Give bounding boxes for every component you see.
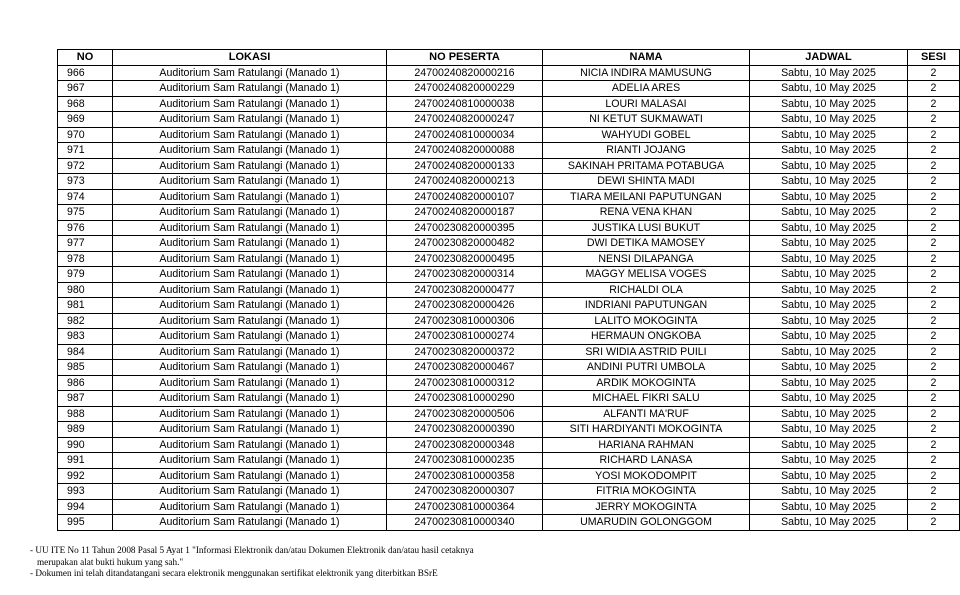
cell-no: 966	[58, 65, 113, 81]
cell-nama: LALITO MOKOGINTA	[543, 313, 750, 329]
cell-sesi: 2	[908, 81, 960, 97]
cell-nama: SAKINAH PRITAMA POTABUGA	[543, 158, 750, 174]
cell-no-peserta: 24700230820000348	[387, 437, 543, 453]
cell-sesi: 2	[908, 65, 960, 81]
cell-lokasi: Auditorium Sam Ratulangi (Manado 1)	[113, 282, 387, 298]
cell-jadwal: Sabtu, 10 May 2025	[750, 422, 908, 438]
cell-jadwal: Sabtu, 10 May 2025	[750, 468, 908, 484]
cell-jadwal: Sabtu, 10 May 2025	[750, 375, 908, 391]
table-row	[58, 251, 960, 267]
cell-no-peserta: 24700230820000395	[387, 220, 543, 236]
cell-no-peserta: 24700240820000107	[387, 189, 543, 205]
table-row	[58, 515, 960, 531]
cell-sesi: 2	[908, 313, 960, 329]
cell-no: 967	[58, 81, 113, 97]
cell-jadwal: Sabtu, 10 May 2025	[750, 251, 908, 267]
table-row	[58, 143, 960, 159]
cell-no-peserta: 24700240820000247	[387, 112, 543, 128]
cell-jadwal: Sabtu, 10 May 2025	[750, 220, 908, 236]
cell-sesi: 2	[908, 329, 960, 345]
table-header-row	[58, 50, 960, 66]
cell-lokasi: Auditorium Sam Ratulangi (Manado 1)	[113, 313, 387, 329]
cell-nama: NI KETUT SUKMAWATI	[543, 112, 750, 128]
cell-nama: WAHYUDI GOBEL	[543, 127, 750, 143]
cell-no: 989	[58, 422, 113, 438]
cell-jadwal: Sabtu, 10 May 2025	[750, 174, 908, 190]
cell-no-peserta: 24700230820000307	[387, 484, 543, 500]
cell-jadwal: Sabtu, 10 May 2025	[750, 205, 908, 221]
cell-jadwal: Sabtu, 10 May 2025	[750, 360, 908, 376]
cell-nama: MICHAEL FIKRI SALU	[543, 391, 750, 407]
table-row	[58, 329, 960, 345]
cell-lokasi: Auditorium Sam Ratulangi (Manado 1)	[113, 437, 387, 453]
cell-jadwal: Sabtu, 10 May 2025	[750, 127, 908, 143]
cell-sesi: 2	[908, 174, 960, 190]
table-body	[58, 65, 960, 530]
cell-sesi: 2	[908, 236, 960, 252]
legal-footer	[30, 545, 730, 580]
cell-lokasi: Auditorium Sam Ratulangi (Manado 1)	[113, 81, 387, 97]
cell-sesi: 2	[908, 251, 960, 267]
table-row	[58, 267, 960, 283]
cell-no: 988	[58, 406, 113, 422]
cell-lokasi: Auditorium Sam Ratulangi (Manado 1)	[113, 406, 387, 422]
cell-no-peserta: 24700230810000312	[387, 375, 543, 391]
cell-no: 981	[58, 298, 113, 314]
cell-no-peserta: 24700240810000034	[387, 127, 543, 143]
table-row	[58, 81, 960, 97]
cell-no-peserta: 24700230810000340	[387, 515, 543, 531]
cell-no-peserta: 24700230820000314	[387, 267, 543, 283]
cell-nama: NENSI DILAPANGA	[543, 251, 750, 267]
cell-no-peserta: 24700240820000213	[387, 174, 543, 190]
cell-jadwal: Sabtu, 10 May 2025	[750, 329, 908, 345]
cell-sesi: 2	[908, 468, 960, 484]
cell-jadwal: Sabtu, 10 May 2025	[750, 453, 908, 469]
cell-no: 986	[58, 375, 113, 391]
cell-no: 972	[58, 158, 113, 174]
cell-lokasi: Auditorium Sam Ratulangi (Manado 1)	[113, 236, 387, 252]
cell-nama: LOURI MALASAI	[543, 96, 750, 112]
cell-nama: RICHALDI OLA	[543, 282, 750, 298]
cell-lokasi: Auditorium Sam Ratulangi (Manado 1)	[113, 298, 387, 314]
cell-no: 980	[58, 282, 113, 298]
cell-jadwal: Sabtu, 10 May 2025	[750, 298, 908, 314]
cell-sesi: 2	[908, 205, 960, 221]
table-row	[58, 158, 960, 174]
cell-sesi: 2	[908, 267, 960, 283]
cell-no: 973	[58, 174, 113, 190]
cell-lokasi: Auditorium Sam Ratulangi (Manado 1)	[113, 112, 387, 128]
cell-jadwal: Sabtu, 10 May 2025	[750, 484, 908, 500]
table-row	[58, 468, 960, 484]
table-row	[58, 112, 960, 128]
cell-sesi: 2	[908, 499, 960, 515]
cell-lokasi: Auditorium Sam Ratulangi (Manado 1)	[113, 127, 387, 143]
cell-nama: HARIANA RAHMAN	[543, 437, 750, 453]
cell-sesi: 2	[908, 96, 960, 112]
header-lokasi: LOKASI	[113, 50, 387, 66]
table-row	[58, 499, 960, 515]
cell-nama: HERMAUN ONGKOBA	[543, 329, 750, 345]
cell-jadwal: Sabtu, 10 May 2025	[750, 96, 908, 112]
cell-jadwal: Sabtu, 10 May 2025	[750, 391, 908, 407]
cell-nama: JUSTIKA LUSI BUKUT	[543, 220, 750, 236]
cell-lokasi: Auditorium Sam Ratulangi (Manado 1)	[113, 205, 387, 221]
cell-lokasi: Auditorium Sam Ratulangi (Manado 1)	[113, 251, 387, 267]
cell-no-peserta: 24700240820000088	[387, 143, 543, 159]
table-row	[58, 174, 960, 190]
cell-jadwal: Sabtu, 10 May 2025	[750, 65, 908, 81]
cell-lokasi: Auditorium Sam Ratulangi (Manado 1)	[113, 158, 387, 174]
table-row	[58, 205, 960, 221]
cell-nama: RICHARD LANASA	[543, 453, 750, 469]
cell-no-peserta: 24700230820000506	[387, 406, 543, 422]
table-row	[58, 484, 960, 500]
cell-sesi: 2	[908, 344, 960, 360]
cell-jadwal: Sabtu, 10 May 2025	[750, 282, 908, 298]
cell-nama: DEWI SHINTA MADI	[543, 174, 750, 190]
table-row	[58, 189, 960, 205]
cell-no-peserta: 24700230810000364	[387, 499, 543, 515]
footer-line-ite-law-continued: merupakan alat bukti hukum yang sah."	[37, 556, 184, 567]
cell-jadwal: Sabtu, 10 May 2025	[750, 406, 908, 422]
cell-sesi: 2	[908, 453, 960, 469]
table-row	[58, 391, 960, 407]
cell-jadwal: Sabtu, 10 May 2025	[750, 499, 908, 515]
cell-nama: INDRIANI PAPUTUNGAN	[543, 298, 750, 314]
cell-jadwal: Sabtu, 10 May 2025	[750, 267, 908, 283]
cell-lokasi: Auditorium Sam Ratulangi (Manado 1)	[113, 220, 387, 236]
cell-nama: FITRIA MOKOGINTA	[543, 484, 750, 500]
cell-nama: SITI HARDIYANTI MOKOGINTA	[543, 422, 750, 438]
cell-jadwal: Sabtu, 10 May 2025	[750, 344, 908, 360]
cell-no: 990	[58, 437, 113, 453]
cell-nama: NICIA INDIRA MAMUSUNG	[543, 65, 750, 81]
cell-nama: ARDIK MOKOGINTA	[543, 375, 750, 391]
cell-sesi: 2	[908, 422, 960, 438]
cell-no-peserta: 24700230820000372	[387, 344, 543, 360]
cell-lokasi: Auditorium Sam Ratulangi (Manado 1)	[113, 65, 387, 81]
cell-no: 977	[58, 236, 113, 252]
cell-lokasi: Auditorium Sam Ratulangi (Manado 1)	[113, 174, 387, 190]
cell-lokasi: Auditorium Sam Ratulangi (Manado 1)	[113, 499, 387, 515]
cell-no-peserta: 24700230820000390	[387, 422, 543, 438]
cell-nama: RENA VENA KHAN	[543, 205, 750, 221]
header-nama: NAMA	[543, 50, 750, 66]
cell-lokasi: Auditorium Sam Ratulangi (Manado 1)	[113, 267, 387, 283]
cell-sesi: 2	[908, 484, 960, 500]
cell-lokasi: Auditorium Sam Ratulangi (Manado 1)	[113, 453, 387, 469]
cell-sesi: 2	[908, 298, 960, 314]
cell-sesi: 2	[908, 127, 960, 143]
cell-no: 974	[58, 189, 113, 205]
cell-no: 969	[58, 112, 113, 128]
cell-lokasi: Auditorium Sam Ratulangi (Manado 1)	[113, 96, 387, 112]
table-row	[58, 344, 960, 360]
header-no-peserta: NO PESERTA	[387, 50, 543, 66]
cell-no: 995	[58, 515, 113, 531]
cell-no: 994	[58, 499, 113, 515]
table-row	[58, 96, 960, 112]
cell-sesi: 2	[908, 189, 960, 205]
cell-jadwal: Sabtu, 10 May 2025	[750, 313, 908, 329]
cell-jadwal: Sabtu, 10 May 2025	[750, 515, 908, 531]
table-row	[58, 375, 960, 391]
table-row	[58, 313, 960, 329]
cell-lokasi: Auditorium Sam Ratulangi (Manado 1)	[113, 143, 387, 159]
cell-no-peserta: 24700240820000216	[387, 65, 543, 81]
cell-no: 971	[58, 143, 113, 159]
cell-sesi: 2	[908, 282, 960, 298]
cell-no: 992	[58, 468, 113, 484]
cell-lokasi: Auditorium Sam Ratulangi (Manado 1)	[113, 468, 387, 484]
footer-line-ite-law: - UU ITE No 11 Tahun 2008 Pasal 5 Ayat 1 "Informasi Elektronik dan/atau Dokumen Elektronik dan/atau hasil cetaknya	[30, 545, 474, 555]
table-row	[58, 127, 960, 143]
cell-no: 987	[58, 391, 113, 407]
cell-sesi: 2	[908, 360, 960, 376]
cell-no-peserta: 24700230810000358	[387, 468, 543, 484]
cell-lokasi: Auditorium Sam Ratulangi (Manado 1)	[113, 422, 387, 438]
cell-nama: UMARUDIN GOLONGGOM	[543, 515, 750, 531]
cell-sesi: 2	[908, 220, 960, 236]
cell-sesi: 2	[908, 391, 960, 407]
cell-no-peserta: 24700230820000477	[387, 282, 543, 298]
cell-jadwal: Sabtu, 10 May 2025	[750, 437, 908, 453]
cell-jadwal: Sabtu, 10 May 2025	[750, 81, 908, 97]
cell-nama: YOSI MOKODOMPIT	[543, 468, 750, 484]
cell-nama: TIARA MEILANI PAPUTUNGAN	[543, 189, 750, 205]
table-row	[58, 422, 960, 438]
cell-jadwal: Sabtu, 10 May 2025	[750, 189, 908, 205]
table-row	[58, 65, 960, 81]
table-row	[58, 282, 960, 298]
cell-no-peserta: 24700240820000187	[387, 205, 543, 221]
cell-jadwal: Sabtu, 10 May 2025	[750, 236, 908, 252]
cell-lokasi: Auditorium Sam Ratulangi (Manado 1)	[113, 484, 387, 500]
cell-sesi: 2	[908, 143, 960, 159]
cell-nama: ALFANTI MA'RUF	[543, 406, 750, 422]
cell-no: 985	[58, 360, 113, 376]
table-row	[58, 220, 960, 236]
cell-no: 983	[58, 329, 113, 345]
participant-table	[57, 49, 960, 531]
header-jadwal: JADWAL	[750, 50, 908, 66]
table-row	[58, 453, 960, 469]
cell-no: 970	[58, 127, 113, 143]
cell-nama: ADELIA ARES	[543, 81, 750, 97]
cell-no-peserta: 24700230820000426	[387, 298, 543, 314]
cell-no-peserta: 24700230820000495	[387, 251, 543, 267]
cell-sesi: 2	[908, 437, 960, 453]
cell-nama: JERRY MOKOGINTA	[543, 499, 750, 515]
table-row	[58, 360, 960, 376]
cell-nama: MAGGY MELISA VOGES	[543, 267, 750, 283]
cell-no-peserta: 24700240820000133	[387, 158, 543, 174]
table-row	[58, 437, 960, 453]
cell-lokasi: Auditorium Sam Ratulangi (Manado 1)	[113, 329, 387, 345]
cell-no: 975	[58, 205, 113, 221]
cell-lokasi: Auditorium Sam Ratulangi (Manado 1)	[113, 360, 387, 376]
table-row	[58, 298, 960, 314]
footer-line-esignature: - Dokumen ini telah ditandatangani secara elektronik menggunakan sertifikat elektronik yang diterbitkan BSrE	[30, 568, 438, 578]
cell-lokasi: Auditorium Sam Ratulangi (Manado 1)	[113, 515, 387, 531]
cell-nama: ANDINI PUTRI UMBOLA	[543, 360, 750, 376]
cell-lokasi: Auditorium Sam Ratulangi (Manado 1)	[113, 391, 387, 407]
cell-no: 979	[58, 267, 113, 283]
cell-no: 968	[58, 96, 113, 112]
cell-nama: SRI WIDIA ASTRID PUILI	[543, 344, 750, 360]
cell-jadwal: Sabtu, 10 May 2025	[750, 158, 908, 174]
cell-sesi: 2	[908, 515, 960, 531]
cell-lokasi: Auditorium Sam Ratulangi (Manado 1)	[113, 375, 387, 391]
cell-no-peserta: 24700230810000290	[387, 391, 543, 407]
cell-no-peserta: 24700240820000229	[387, 81, 543, 97]
cell-no: 976	[58, 220, 113, 236]
cell-lokasi: Auditorium Sam Ratulangi (Manado 1)	[113, 344, 387, 360]
cell-no-peserta: 24700240810000038	[387, 96, 543, 112]
cell-no-peserta: 24700230820000482	[387, 236, 543, 252]
cell-nama: DWI DETIKA MAMOSEY	[543, 236, 750, 252]
cell-no: 982	[58, 313, 113, 329]
cell-no-peserta: 24700230810000235	[387, 453, 543, 469]
cell-no: 978	[58, 251, 113, 267]
header-no: NO	[58, 50, 113, 66]
cell-sesi: 2	[908, 406, 960, 422]
cell-no: 991	[58, 453, 113, 469]
cell-no: 993	[58, 484, 113, 500]
cell-jadwal: Sabtu, 10 May 2025	[750, 143, 908, 159]
cell-no: 984	[58, 344, 113, 360]
cell-no-peserta: 24700230810000306	[387, 313, 543, 329]
cell-no-peserta: 24700230810000274	[387, 329, 543, 345]
participant-table-container	[57, 49, 947, 531]
table-row	[58, 406, 960, 422]
cell-sesi: 2	[908, 112, 960, 128]
cell-jadwal: Sabtu, 10 May 2025	[750, 112, 908, 128]
cell-lokasi: Auditorium Sam Ratulangi (Manado 1)	[113, 189, 387, 205]
cell-no-peserta: 24700230820000467	[387, 360, 543, 376]
cell-sesi: 2	[908, 375, 960, 391]
table-row	[58, 236, 960, 252]
header-sesi: SESI	[908, 50, 960, 66]
cell-sesi: 2	[908, 158, 960, 174]
cell-nama: RIANTI JOJANG	[543, 143, 750, 159]
